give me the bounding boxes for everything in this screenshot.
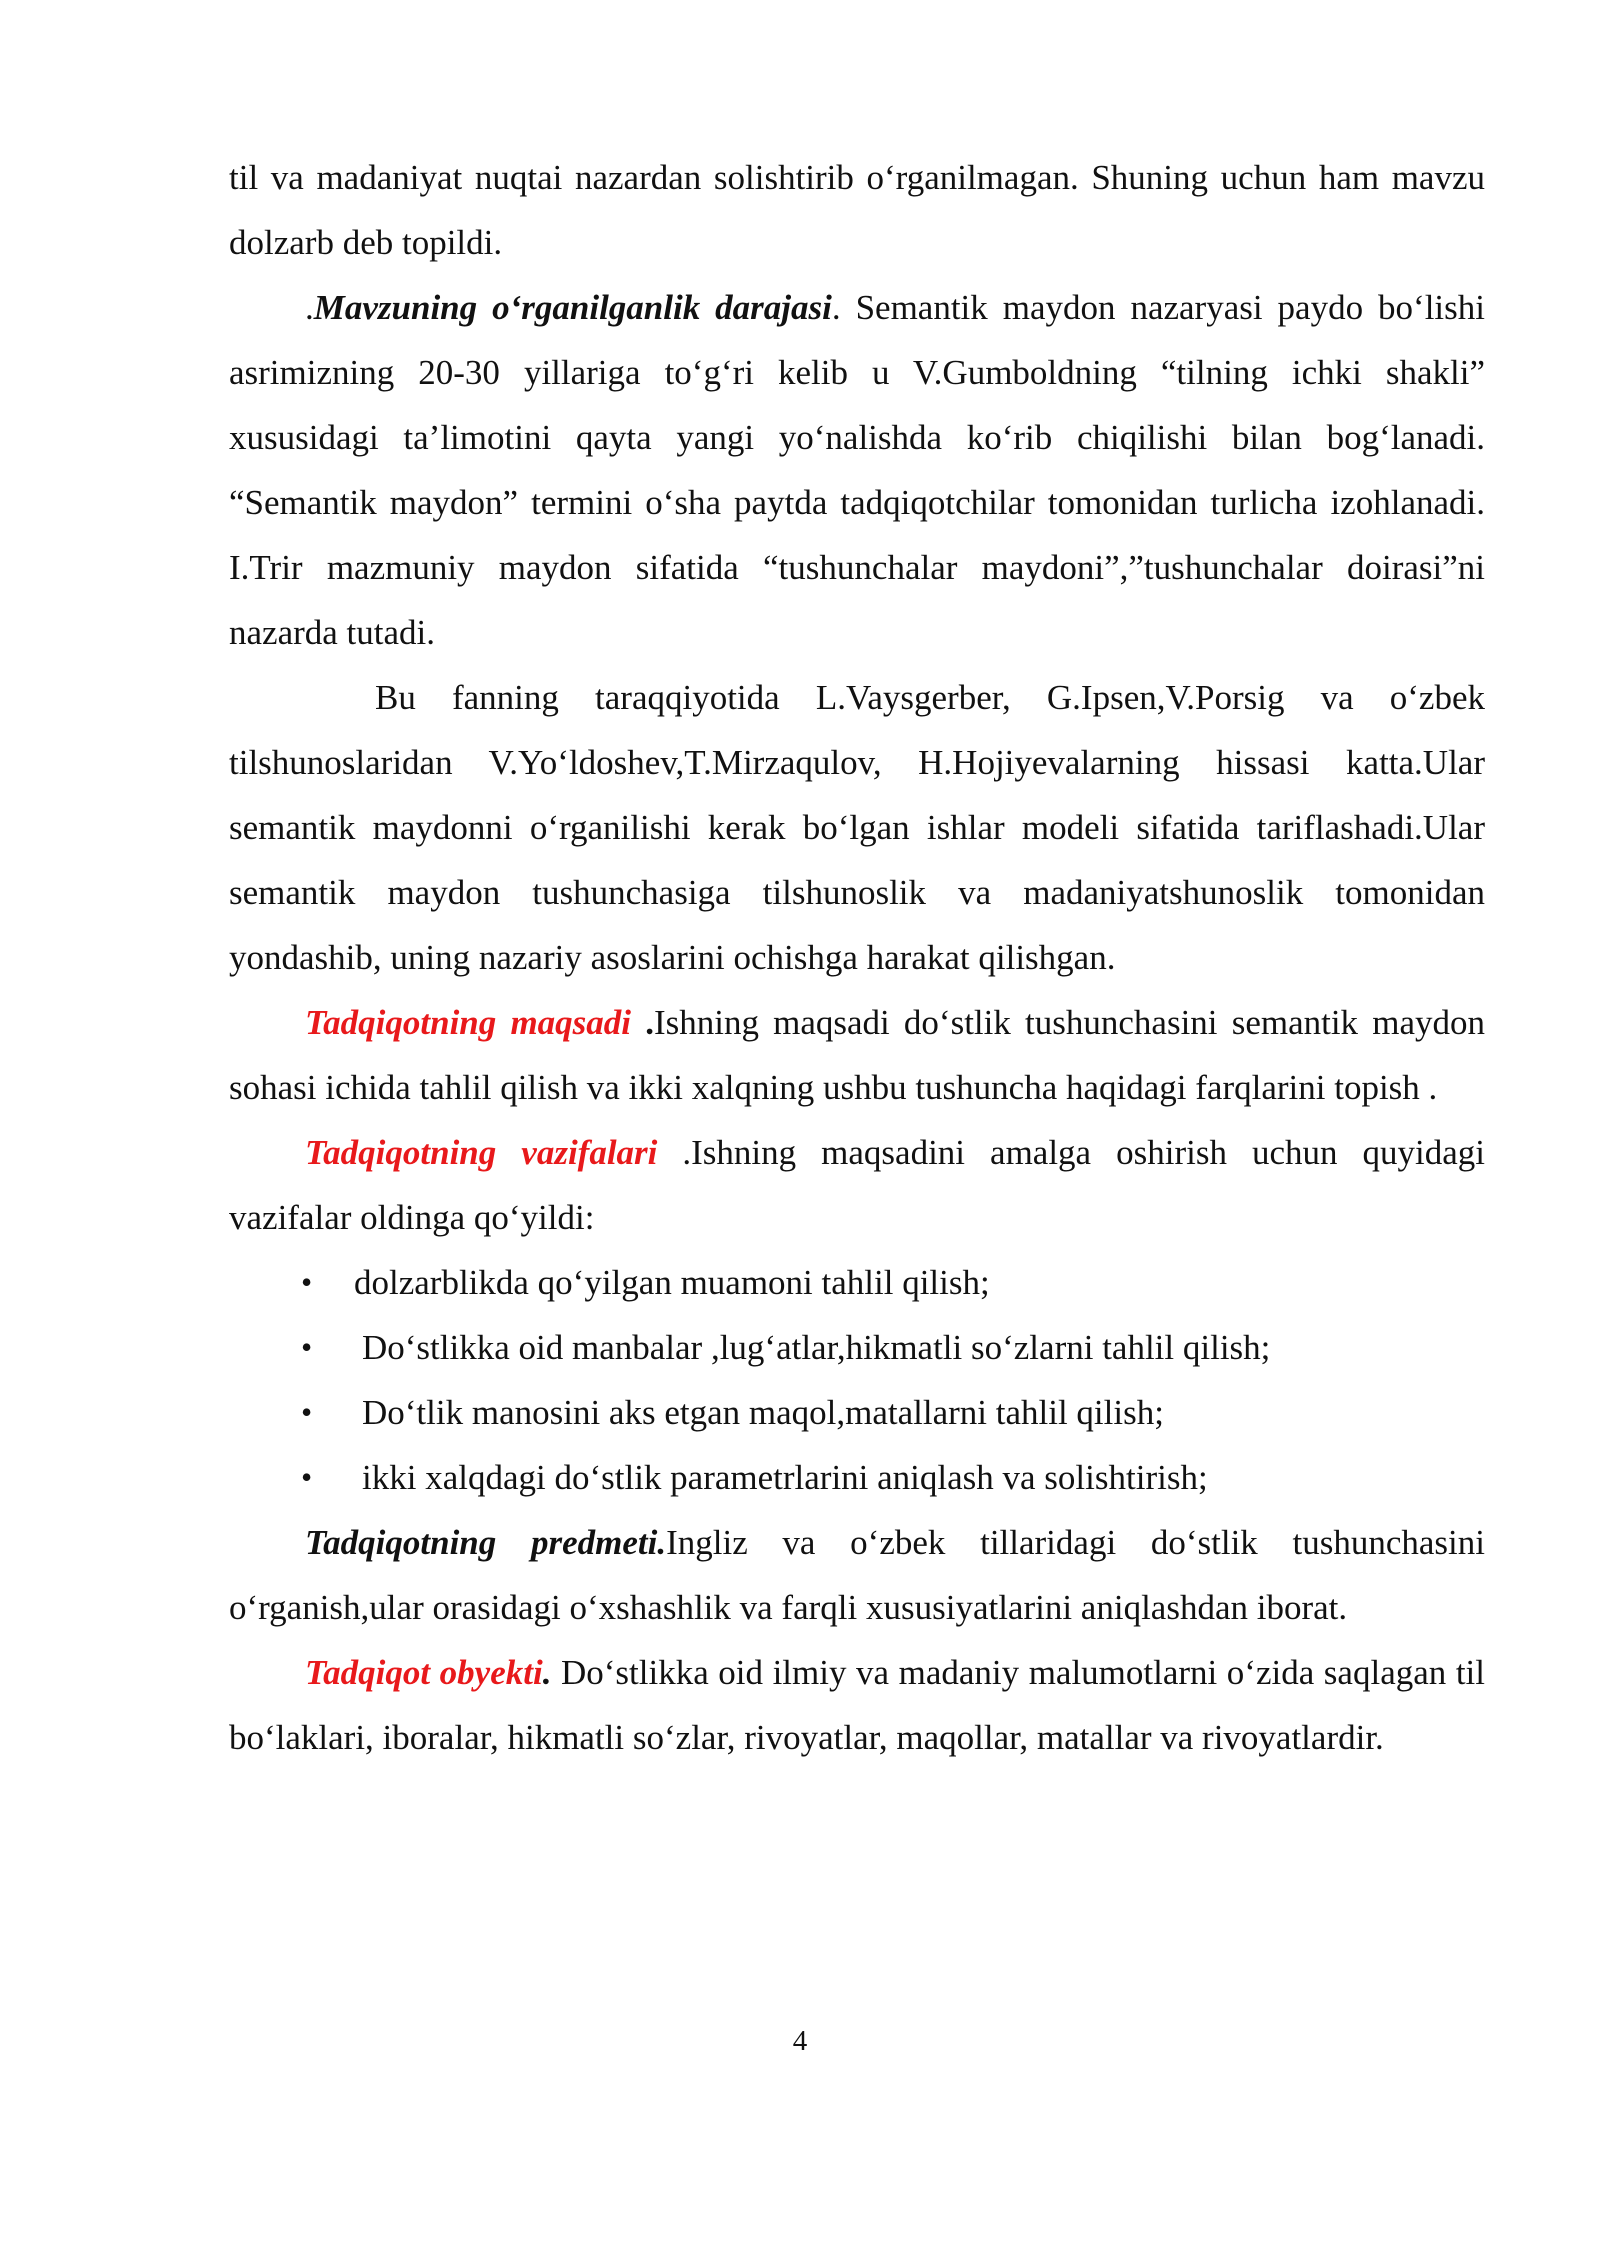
list-item xyxy=(229,1250,1485,1315)
tasks-heading: Tadqiqotning vazifalari xyxy=(305,1133,658,1172)
subject-heading: Tadqiqotning predmeti. xyxy=(305,1523,667,1562)
tasks-text: .Ishning maqsadini amalga oshirish uchun quyidagi vazifalar oldinga qo‘yildi: xyxy=(229,1133,1485,1237)
development-paragraph xyxy=(229,665,1485,990)
list-item xyxy=(229,1380,1485,1445)
goal-text: Ishning maqsadi do‘stlik tushunchasini semantik maydon sohasi ichida tahlil qilish va ikki xalqning ushbu tushuncha haqidagi farqlarini topish . xyxy=(229,1003,1485,1107)
subject-text: Ingliz va o‘zbek tillaridagi do‘stlik tushunchasini o‘rganish,ular orasidagi o‘xshashlik va farqli xususiyatlarini aniqlashdan iborat. xyxy=(229,1523,1485,1627)
document-body xyxy=(229,145,1485,1770)
bullet-icon: • xyxy=(301,1394,313,1430)
object-dot: . xyxy=(542,1653,552,1692)
page-number: 4 xyxy=(792,2025,808,2057)
list-item xyxy=(229,1315,1485,1380)
development-text: Bu fanning taraqqiyotida L.Vaysgerber, G.Ipsen,V.Porsig va o‘zbek tilshunoslaridan V.Yo‘ldoshev,T.Mirzaqulov, H.Hojiyevalarning hissasi katta.Ular semantik maydonni o‘rganilishi kerak bo‘lgan ishlar modeli sifatida tariflashadi.Ular semantik maydon tushunchasiga tilshunoslik va madaniyatshunoslik tomonidan yondashib, uning nazariy asoslarini ochishga harakat qilishgan. xyxy=(229,678,1485,977)
degree-prefix: . xyxy=(305,288,314,327)
list-item-text: Do‘tlik manosini aks etgan maqol,matallarni tahlil qilish; xyxy=(362,1393,1164,1432)
list-item-text: dolzarblikda qo‘yilgan muamoni tahlil qilish; xyxy=(354,1263,990,1302)
bullet-icon: • xyxy=(301,1459,313,1495)
goal-dot: . xyxy=(631,1003,654,1042)
intro-text: til va madaniyat nuqtai nazardan solishtirib o‘rganilmagan. Shuning uchun ham mavzu dolzarb deb topildi. xyxy=(229,158,1485,262)
goal-heading: Tadqiqotning maqsadi xyxy=(305,1003,632,1042)
degree-text: . Semantik maydon nazaryasi paydo bo‘lishi asrimizning 20-30 yillariga to‘g‘ri kelib u V.Gumboldning “tilning ichki shakli” xususidagi ta’limotini qayta yangi yo‘nalishda ko‘rib chiqilishi bilan bog‘lanadi. “Semantik maydon” termini o‘sha paytda tadqiqotchilar tomonidan turlicha izohlanadi. I.Trir mazmuniy maydon sifatida “tushunchalar maydoni”,”tushunchalar doirasi”ni nazarda tutadi. xyxy=(229,288,1485,652)
tasks-paragraph xyxy=(229,1120,1485,1250)
intro-paragraph xyxy=(229,145,1485,275)
degree-heading: Mavzuning o‘rganilganlik darajasi xyxy=(313,288,832,327)
degree-paragraph xyxy=(229,275,1485,665)
subject-paragraph xyxy=(229,1510,1485,1640)
tasks-list xyxy=(229,1250,1485,1510)
list-item-text: Do‘stlikka oid manbalar ,lug‘atlar,hikmatli so‘zlarni tahlil qilish; xyxy=(362,1328,1271,1367)
object-paragraph xyxy=(229,1640,1485,1770)
bullet-icon: • xyxy=(301,1329,313,1365)
bullet-icon: • xyxy=(301,1264,313,1300)
object-heading: Tadqiqot obyekti xyxy=(305,1653,543,1692)
list-item xyxy=(229,1445,1485,1510)
object-text: Do‘stlikka oid ilmiy va madaniy malumotlarni o‘zida saqlagan til bo‘laklari, iboralar, hikmatli so‘zlar, rivoyatlar, maqollar, matallar va rivoyatlardir. xyxy=(229,1653,1485,1757)
list-item-text: ikki xalqdagi do‘stlik parametrlarini aniqlash va solishtirish; xyxy=(362,1458,1208,1497)
goal-paragraph xyxy=(229,990,1485,1120)
